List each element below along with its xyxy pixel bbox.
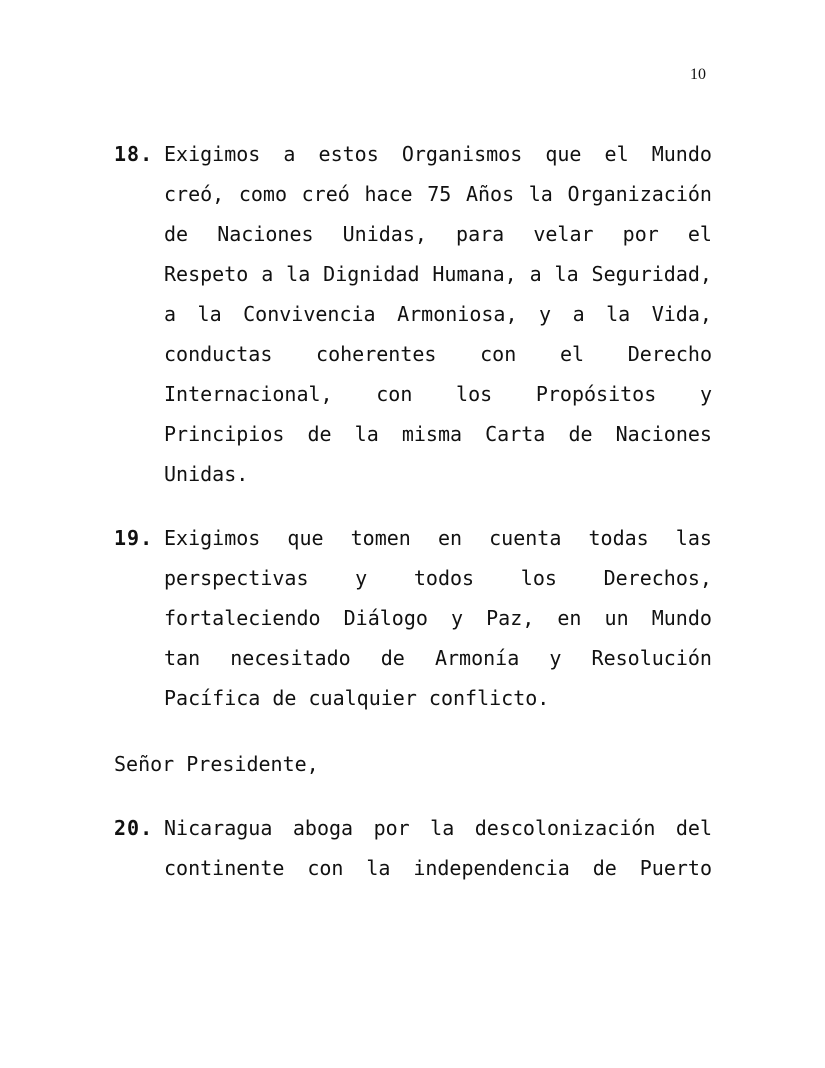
paragraph-number: 19. — [114, 526, 154, 550]
paragraph-body — [164, 808, 712, 888]
paragraph-20 — [114, 808, 712, 888]
text-line: Respeto a la Dignidad Humana, a la Seguridad, — [164, 262, 712, 286]
text-line: creó, como creó hace 75 Años la Organización — [164, 182, 712, 206]
text-line: a la Convivencia Armoniosa, y a la Vida, — [164, 302, 712, 326]
paragraph-body — [164, 134, 712, 494]
text-line: conductas coherentes con el Derecho — [164, 342, 712, 366]
text-line: perspectivas y todos los Derechos, — [164, 566, 712, 590]
paragraph-number: 20. — [114, 816, 154, 840]
salutation: Señor Presidente, — [114, 752, 319, 776]
text-line: tan necesitado de Armonía y Resolución — [164, 646, 712, 670]
text-line: fortaleciendo Diálogo y Paz, en un Mundo — [164, 606, 712, 630]
paragraph-19 — [114, 518, 712, 718]
text-line: Nicaragua aboga por la descolonización del — [164, 816, 712, 840]
text-line: Unidas. — [164, 462, 249, 486]
text-line: Internacional, con los Propósitos y — [164, 382, 712, 406]
text-line: Exigimos a estos Organismos que el Mundo — [164, 142, 712, 166]
text-line: Principios de la misma Carta de Naciones — [164, 422, 712, 446]
text-line: de Naciones Unidas, para velar por el — [164, 222, 712, 246]
text-line: continente con la independencia de Puerto — [164, 856, 712, 880]
paragraph-number: 18. — [114, 142, 154, 166]
text-line: Pacífica de cualquier conflicto. — [164, 686, 550, 710]
text-line: Exigimos que tomen en cuenta todas las — [164, 526, 712, 550]
paragraph-body — [164, 518, 712, 718]
paragraph-18 — [114, 134, 712, 494]
page-number: 10 — [690, 66, 706, 83]
